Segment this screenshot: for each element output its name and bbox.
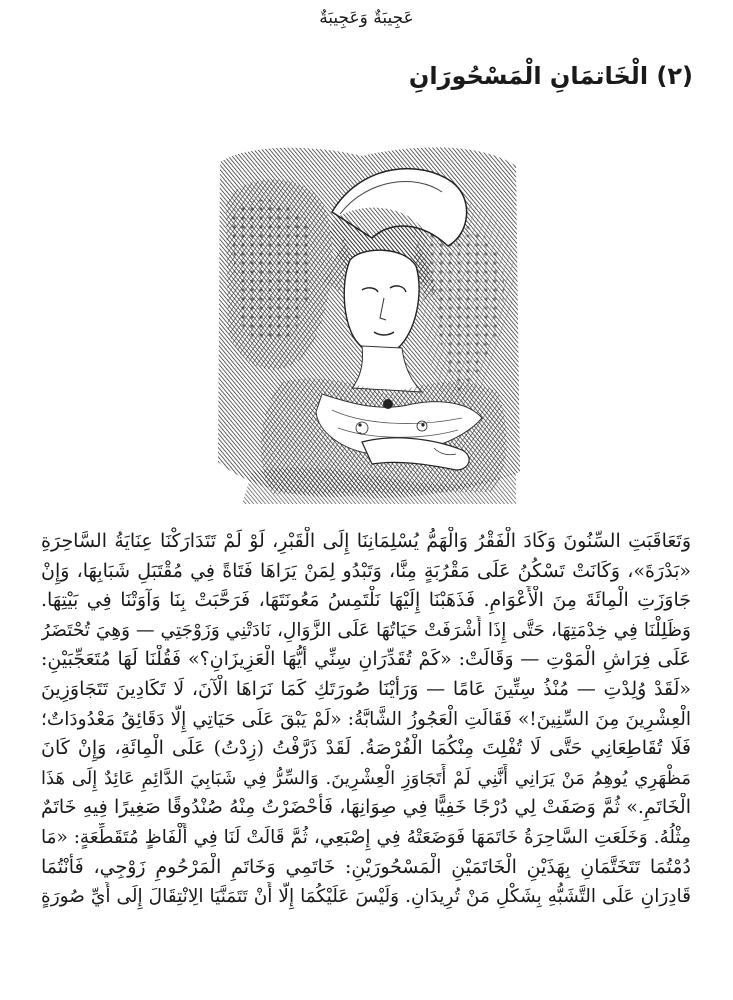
text-line: مِثْلُهُ. وَخَلَعَتِ السَّاحِرَةُ خَاتَمَهَا فَوَضَعَتْهُ فِي إِصْبَعِي، ثُمَّ قَالَتْ لَنَا فِي أَلْفَاظٍ مُتَقَطِّعَةٍ: «مَا xyxy=(41,826,691,848)
running-header: عَجِيبَةٌ وَعَجِيبَةٌ xyxy=(319,8,414,28)
text-line: قَادِرَانِ عَلَى التَّشَبُّهِ بِشَكْلِ مَنْ تُرِيدَانِ. وَلَيْسَ عَلَيْكُمَا إِلَّا أَنْ تَتَمَنَّيَا الِانْتِقَالَ إِلَى أَيِّ صُورَةٍ xyxy=(41,886,691,908)
text-line: وَتَعَاقَبَتِ السِّنُونَ وَكَادَ الْفَقْرُ وَالْهَمُّ يُسْلِمَانِنَا إِلَى الْقَبْرِ، لَوْ لَمْ تَتَدَارَكْنَا عِنَايَةُ السَّاحِرَةِ xyxy=(41,530,691,552)
text-line: «لَقَدْ وُلِدْتِ — مُنْذُ سِتِّينَ عَامًا — وَرَأَيْنَا صُورَتَكِ كَمَا نَرَاهَا الْآنَ، لَا تَكَادِينَ تَتَجَاوَزِينَ xyxy=(41,677,691,700)
engraving-woman-reclining-icon xyxy=(212,142,524,506)
text-line: الْخَاتَمِ.» ثُمَّ وَصَفَتْ لِي دُرْجًا خَفِيًّا فِي صِوَانِهَا، فَأَحْضَرْتُ مِنْهُ صُنْدُوقًا صَغِيرًا فِيهِ خَاتَمٌ xyxy=(41,796,691,819)
text-line: مَظْهَرِي يُوهِمُ مَنْ يَرَانِي أَنَّنِي لَمْ أَتَجَاوَزِ الْعِشْرِينَ. وَالسِّرُّ فِي شَبَابِيَ الدَّائِمِ عَائِدٌ إِلَى هَذَا xyxy=(41,767,691,789)
text-line: دُمْتُمَا تَتَخَتَّمَانِ بِهَذَيْنِ الْخَاتَمَيْنِ الْمَسْحُورَيْنِ: خَاتَمِي وَخَاتَمِ الْمَرْحُومِ زَوْجِي، فَأَنْتُمَا xyxy=(41,855,691,878)
text-line: الْعِشْرِينَ مِنَ السِّنِينَ!» فَقَالَتِ الْعَجُوزُ الشَّابَّةُ: «لَمْ يَبْقَ عَلَى حَيَاتِي إِلَّا دَقَائِقُ مَعْدُودَاتٌ؛ xyxy=(41,708,691,730)
text-line: «بَدْرَةَ»، وَكَانَتْ تَسْكُنُ عَلَى مَقْرُبَةٍ مِنَّا، وَتَبْدُو لِمَنْ يَرَاهَا فَتَاةً فِي مُقْتَبَلِ شَبَابِهَا، وَإِنْ xyxy=(41,559,691,582)
chapter-title: (٢) الْخَاتمَانِ الْمَسْحُورَانِ xyxy=(408,62,693,90)
text-line: جَاوَزَتِ الْمِائَةَ مِنَ الْأَعْوَامِ. فَذَهَبْنَا إِلَيْهَا نَلْتَمِسُ مَعُونَتَهَا، فَرَحَّبَتْ بِنَا وَآوَتْنَا فِي بَيْتِهَا. xyxy=(41,589,691,612)
text-line: فَلَا تُقَاطِعَانِي حَتَّى لَا تُفْلِتَ مِنْكُمَا الْفُرْصَةُ. لَقَدْ ذَرَّفْتُ (زِدْتُ) عَلَى الْمِائَةِ، وَإِنْ كَانَ xyxy=(41,737,691,760)
body-text xyxy=(41,527,691,912)
text-line: وَظَلِلْنَا فِي خِدْمَتِهَا، حَتَّى إِذَا أَشْرَفَتْ حَيَاتُهَا عَلَى الزَّوَالِ، نَادَتْنِي وَزَوْجَتِي — وَهِيَ تُحْتَضَرُ xyxy=(41,619,691,641)
text-line: عَلَى فِرَاشِ الْمَوْتِ — وَقَالَتْ: «كَمْ تُقَدِّرَانِ سِنِّي أَيُّهَا الْعَزِيزَانِ؟» فَقُلْنَا لَهَا مُتَعَجِّبَيْنِ: xyxy=(41,648,691,671)
